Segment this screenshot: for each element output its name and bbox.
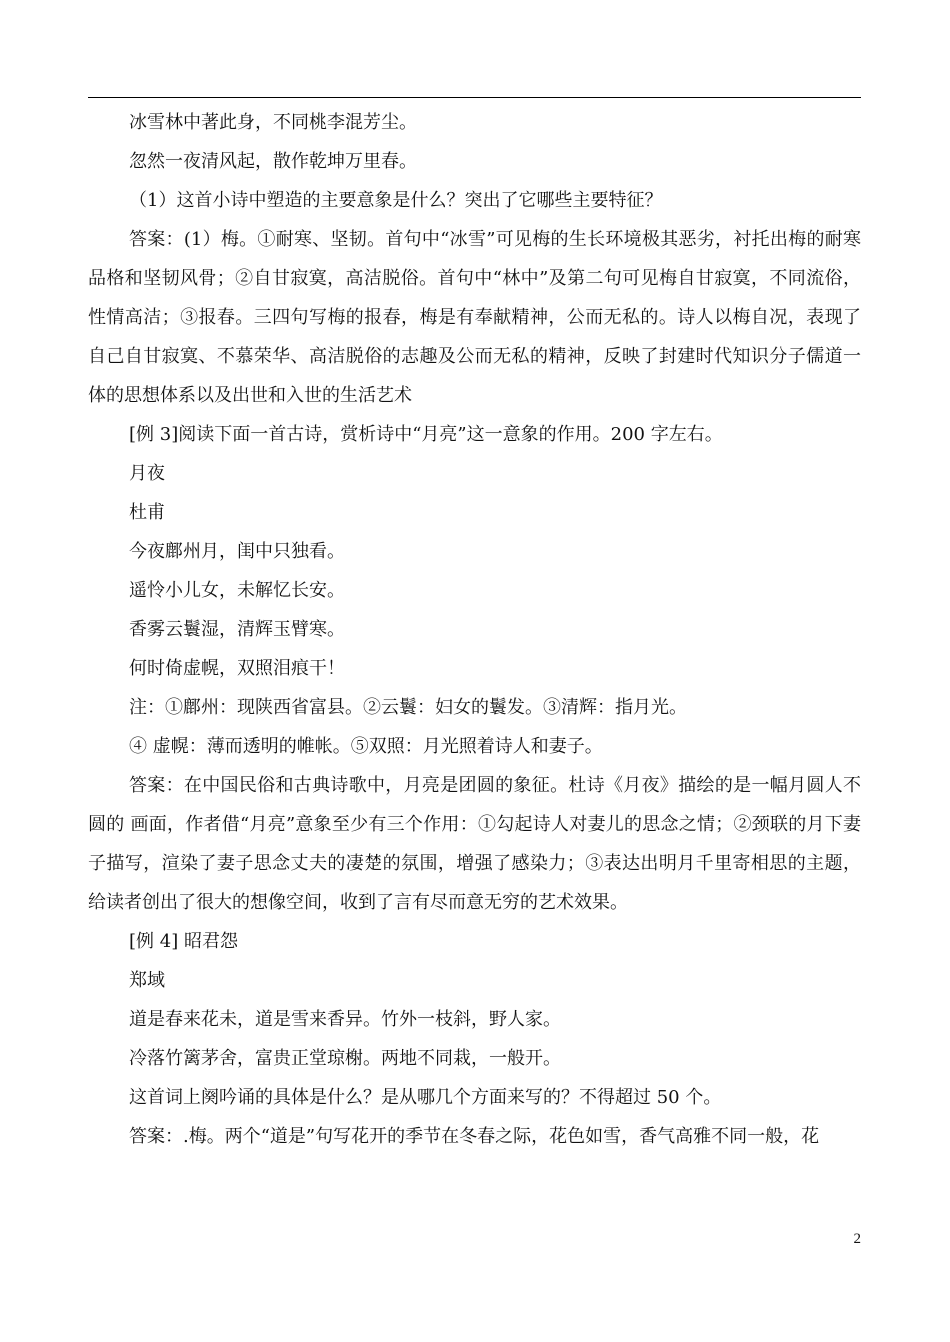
poem-line: 道是春来花未，道是雪来香异。竹外一枝斜，野人家。 [129,1009,561,1030]
answer-4: 答案：.梅。两个“道是”句写花开的季节在冬春之际，花色如雪，香气高雅不同一般，花 [129,1126,820,1147]
poem-author: 郑域 [129,970,165,991]
header-rule [88,97,861,98]
example-3-prompt: [例 3]阅读下面一首古诗，赏析诗中“月亮”这一意象的作用。200 字左右。 [129,424,723,445]
answer-1: 答案：(1）梅。①耐寒、坚韧。首句中“冰雪”可见梅的生长环境极其恶劣，衬托出梅的耐寒品格和坚韧风骨；②自甘寂寞，高洁脱俗。首句中“林中”及第二句可见梅自甘寂寞，不同流俗，性情高洁；③报春。三四句写梅的报春，梅是有奉献精神，公而无私的。诗人以梅自况，表现了自己自甘寂寞、不慕荣华、高洁脱俗的志趣及公而无私的精神，反映了封建时代知识分子儒道一体的思想体系以及出世和入世的生活艺术 [88,229,861,406]
question-1: （1）这首小诗中塑造的主要意象是什么？突出了它哪些主要特征？ [129,190,663,211]
poem-line: 香雾云鬟湿，清辉玉臂寒。 [129,619,345,640]
poem-line: 何时倚虚幌，双照泪痕干！ [129,658,345,679]
poem-line: 忽然一夜清风起，散作乾坤万里春。 [129,151,417,172]
poem-title: 月夜 [129,463,165,484]
poem-line: 今夜鄜州月，闺中只独看。 [129,541,345,562]
poem-line: 冷落竹篱茅舍，富贵正堂琼榭。两地不同栽，一般开。 [129,1048,561,1069]
example-4-title: [例 4] 昭君怨 [129,931,238,952]
page-number: 2 [853,1231,861,1247]
answer-3: 答案：在中国民俗和古典诗歌中，月亮是团圆的象征。杜诗《月夜》描绘的是一幅月圆人不圆的 画面，作者借“月亮”意象至少有三个作用：①勾起诗人对妻儿的思念之情；②颈联的月下妻子描写，渲染了妻子思念丈夫的凄楚的氛围，增强了感染力；③表达出明月千里寄相思的主题，给读者创出了很大的想像空间，收到了言有尽而意无穷的艺术效果。 [88,775,861,913]
note-line: ④ 虚幌：薄而透明的帷帐。⑤双照：月光照着诗人和妻子。 [129,736,603,757]
note-line: 注：①鄜州：现陕西省富县。②云鬟：妇女的鬟发。③清辉：指月光。 [129,697,687,718]
poem-line: 冰雪林中著此身，不同桃李混芳尘。 [129,112,417,133]
question-4: 这首词上阕吟诵的具体是什么？是从哪几个方面来写的？不得超过 50 个。 [129,1087,722,1108]
poem-author: 杜甫 [129,502,165,523]
document-body [88,103,861,1156]
poem-line: 遥怜小儿女，未解忆长安。 [129,580,345,601]
